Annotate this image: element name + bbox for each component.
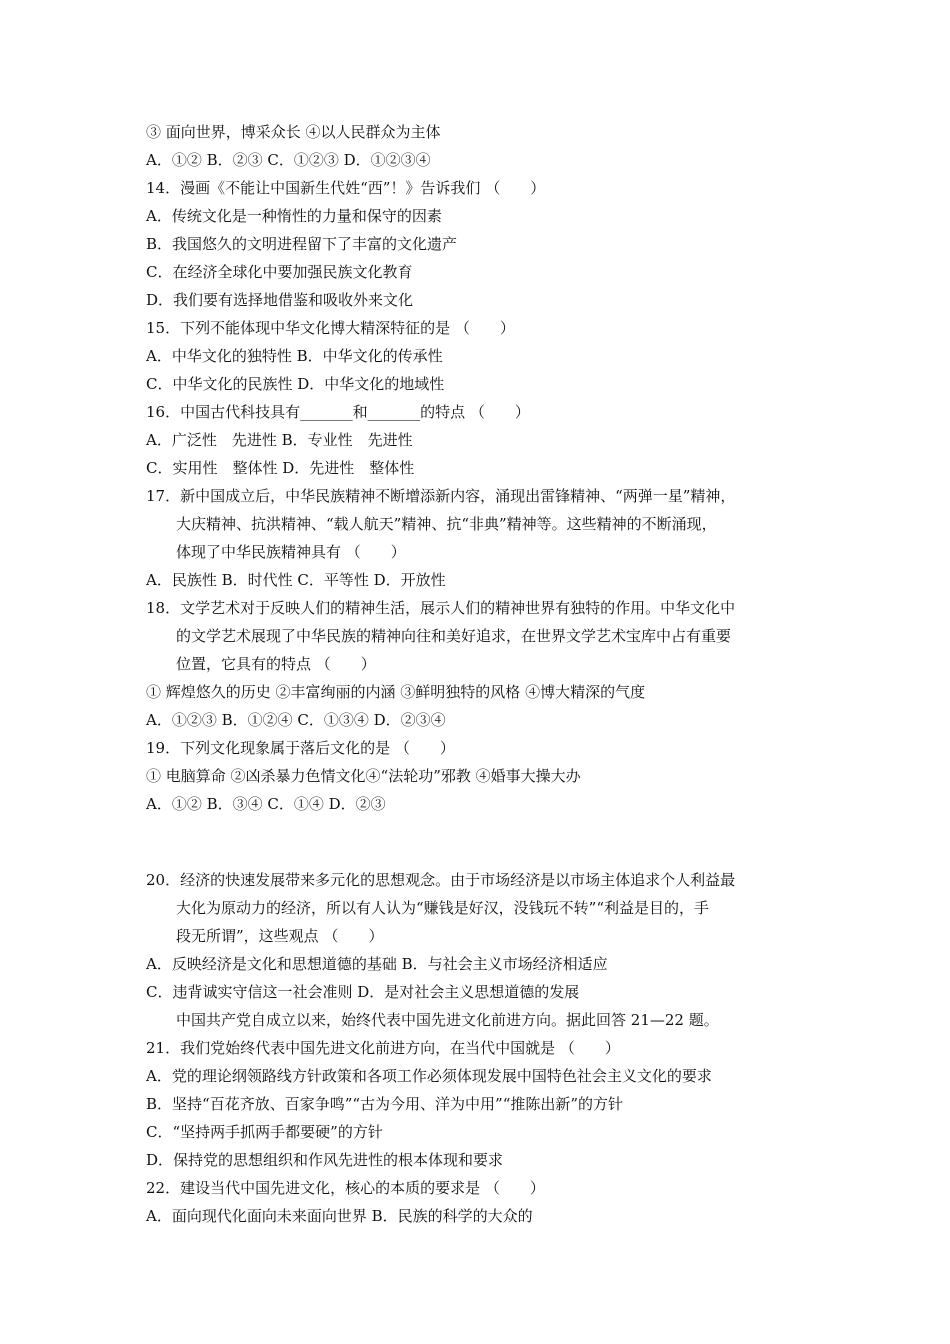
answer-choices: A．①② B．③④ C．①④ D．②③ [146, 795, 386, 813]
choice-c: C．“坚持两手抓两手都要硬”的方针 [146, 1123, 383, 1141]
question-22: 22．建设当代中国先进文化，核心的本质的要求是 （ ） [146, 1179, 545, 1197]
question-20-cont: 段无所谓”，这些观点 （ ） [176, 927, 384, 945]
answer-choices: A．①②③ B．①②④ C．①③④ D．②③④ [146, 711, 446, 729]
question-17: 17．新中国成立后，中华民族精神不断增添新内容，涌现出雷锋精神、“两弹一星”精神， [146, 487, 736, 505]
choices-cd: C．中华文化的民族性 D．中华文化的地域性 [146, 375, 445, 393]
choice-d: D．保持党的思想组织和作风先进性的根本体现和要求 [146, 1151, 504, 1169]
choice-a: A．党的理论纲领路线方针政策和各项工作必须体现发展中国特色社会主义文化的要求 [146, 1067, 712, 1085]
question-17-cont: 大庆精神、抗洪精神、“载人航天”精神、抗“非典”精神等。这些精神的不断涌现， [176, 515, 717, 533]
question-15: 15．下列不能体现中华文化博大精深特征的是 （ ） [146, 319, 515, 337]
choice-d: D．我们要有选择地借鉴和吸收外来文化 [146, 291, 414, 309]
question-18-cont: 位置，它具有的特点 （ ） [176, 655, 376, 673]
choices-cd: C．违背诚实守信这一社会准则 D．是对社会主义思想道德的发展 [146, 983, 580, 1001]
question-16: 16．中国古代科技具有_______和_______的特点 （ ） [146, 403, 530, 421]
passage-intro: 中国共产党自成立以来，始终代表中国先进文化前进方向。据此回答 21—22 题。 [176, 1011, 719, 1029]
choices-ab: A．反映经济是文化和思想道德的基础 B．与社会主义市场经济相适应 [146, 955, 608, 973]
choices-cd: C．实用性 整体性 D．先进性 整体性 [146, 459, 415, 477]
question-14: 14．漫画《不能让中国新生代姓“西”！》告诉我们 （ ） [146, 179, 546, 197]
choices-ab: A．广泛性 先进性 B．专业性 先进性 [146, 431, 413, 449]
choice-c: C．在经济全球化中要加强民族文化教育 [146, 263, 413, 281]
question-20: 20．经济的快速发展带来多元化的思想观念。由于市场经济是以市场主体追求个人利益最 [146, 871, 736, 889]
option-line: ① 辉煌悠久的历史 ②丰富绚丽的内涵 ③鲜明独特的风格 ④博大精深的气度 [146, 683, 646, 701]
choices-ab: A．中华文化的独特性 B．中华文化的传承性 [146, 347, 443, 365]
question-18: 18．文学艺术对于反映人们的精神生活，展示人们的精神世界有独特的作用。中华文化中 [146, 599, 736, 617]
question-21: 21．我们党始终代表中国先进文化前进方向，在当代中国就是 （ ） [146, 1039, 620, 1057]
answer-choices: A．民族性 B．时代性 C．平等性 D．开放性 [146, 571, 446, 589]
choice-b: B．坚持“百花齐放、百家争鸣”“古为今用、洋为中用”“推陈出新”的方针 [146, 1095, 624, 1113]
question-18-cont: 的文学艺术展现了中华民族的精神向往和美好追求，在世界文学艺术宝库中占有重要 [176, 627, 732, 645]
question-17-cont: 体现了中华民族精神具有 （ ） [176, 543, 406, 561]
option-line: ③ 面向世界，博采众长 ④以人民群众为主体 [146, 123, 441, 141]
question-19: 19．下列文化现象属于落后文化的是 （ ） [146, 739, 455, 757]
choices-ab: A．面向现代化面向未来面向世界 B．民族的科学的大众的 [146, 1207, 533, 1225]
choice-a: A．传统文化是一种惰性的力量和保守的因素 [146, 207, 442, 225]
question-20-cont: 大化为原动力的经济，所以有人认为“赚钱是好汉，没钱玩不转”“利益是目的，手 [176, 899, 710, 917]
option-line: ① 电脑算命 ②凶杀暴力色情文化④“法轮功”邪教 ④婚事大操大办 [146, 767, 581, 785]
answer-choices: A．①② B．②③ C．①②③ D．①②③④ [146, 151, 431, 169]
choice-b: B．我国悠久的文明进程留下了丰富的文化遗产 [146, 235, 458, 253]
